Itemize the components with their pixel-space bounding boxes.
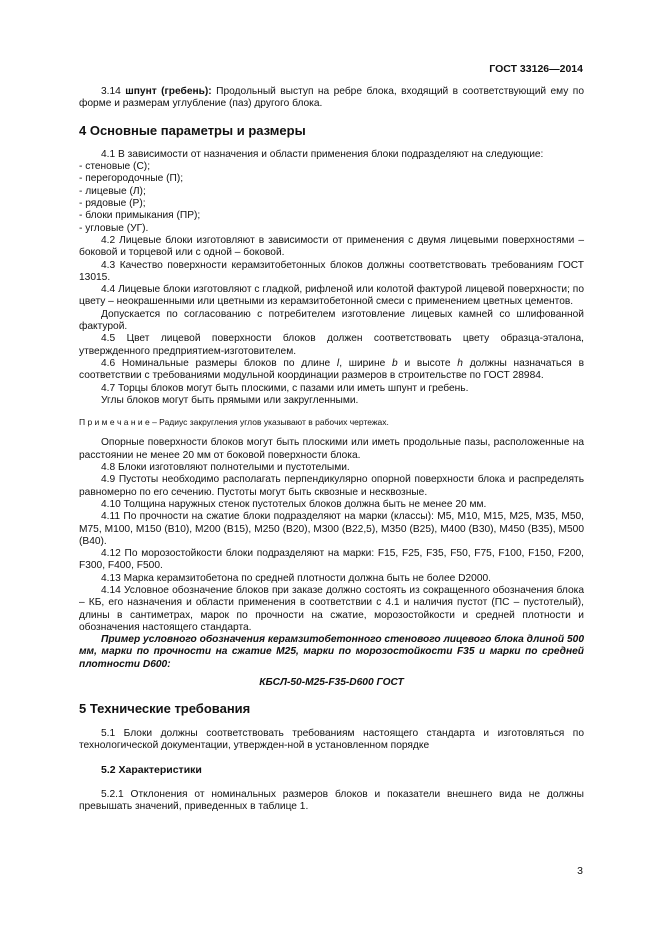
paragraph-5-1: 5.1 Блоки должны соответствовать требованиям настоящего стандарта и изготовляться по технологической документации, утвержден-ной в установленном порядке [79, 727, 584, 751]
text: должны назначаться в соответствии с требованиями модульной координации размеров в строительстве по ГОСТ 28984. [79, 357, 584, 382]
paragraph-4-13: 4.13 Марка керамзитобетона по средней плотности должна быть не более D2000. [101, 572, 492, 584]
symbol-width: b [392, 357, 398, 369]
paragraph-4-1: 4.1 В зависимости от назначения и области применения блоки подразделяют на следующие: [101, 148, 544, 160]
section-5-title: 5 Технические требования [79, 701, 251, 717]
paragraph-4-3: 4.3 Качество поверхности керамзитобетонных блоков должны соответствовать требованиям ГОСТ 13015. [79, 259, 584, 283]
paragraph-5-2-1: 5.2.1 Отклонения от номинальных размеров блоков и показатели внешнего вида не должны превышать значений, приведенных в таблице 1. [79, 788, 584, 812]
document-body [79, 86, 584, 813]
symbol-length: l [336, 357, 340, 369]
list-item: - рядовые (Р); [79, 198, 146, 210]
paragraph-3-14 [79, 86, 584, 111]
paragraph-4-9: 4.9 Пустоты необходимо располагать перпендикулярно опорной поверхности блока и распределять равномерно по его сечению. Пустоты могут быть сквозные и несквозные. [79, 474, 584, 498]
definition: Продольный выступ на ребре блока, входящий в соответствующий ему по форме и размерам углубление (паз) другого блока. [79, 86, 584, 110]
block-types-list [79, 161, 584, 235]
symbol-height: h [457, 357, 463, 369]
subsection-5-2-title: 5.2 Характеристики [101, 764, 202, 777]
list-item: - угловые (УГ). [79, 222, 149, 234]
section-4-title: 4 Основные параметры и размеры [79, 122, 306, 138]
text: 4.6 Номинальные размеры блоков по длине [101, 357, 337, 369]
designation-example: Пример условного обозначения керамзитобетонного стенового лицевого блока длиной 500 мм, марки по прочности на сжатие М25, марки по морозостойкости F35 и марки по средней плотности D600: [79, 634, 584, 670]
designation-code: КБСЛ-50-М25-F35-D600 ГОСТ [259, 677, 404, 689]
list-item: - лицевые (Л); [79, 185, 146, 197]
list-item: - блоки примыкания (ПР); [79, 210, 201, 222]
paragraph-4-6 [79, 358, 584, 383]
text: и высоте [397, 357, 458, 369]
paragraph-4-8: 4.8 Блоки изготовляют полнотелыми и пустотелыми. [101, 462, 350, 474]
page-number: 3 [577, 865, 583, 877]
paragraph-4-7-corners: Углы блоков могут быть прямыми или закругленными. [101, 394, 359, 406]
paragraph-4-2: 4.2 Лицевые блоки изготовляют в зависимости от применения с двумя лицевыми поверхностями – боковой и торцевой или с одной – боковой. [79, 234, 584, 259]
paragraph-4-5: 4.5 Цвет лицевой поверхности блоков должен соответствовать цвету образца-эталона, утвержденного предприятием-изготовителем. [79, 333, 584, 357]
term: шпунт (гребень): [125, 86, 212, 97]
note: П р и м е ч а н и е – Радиус закругления углов указывают в рабочих чертежах. [79, 417, 389, 428]
list-item: - перегородочные (П); [79, 173, 184, 185]
standard-header: ГОСТ 33126—2014 [489, 63, 583, 75]
paragraph-4-7: 4.7 Торцы блоков могут быть плоскими, с пазами или иметь шпунт и гребень. [101, 382, 469, 394]
paragraph-4-4: 4.4 Лицевые блоки изготовляют с гладкой, рифленой или колотой фактурой лицевой поверхности; по цвету – неокрашенными или цветными из керамзитобетонной смеси с применением цветных цементов. [79, 284, 584, 308]
paragraph-support-surfaces: Опорные поверхности блоков могут быть плоскими или иметь продольные пазы, расположенные на расстоянии не менее 20 мм от боковой поверхности блока. [79, 437, 584, 461]
list-item: - стеновые (С); [79, 161, 151, 173]
paragraph-4-14: 4.14 Условное обозначение блоков при заказе должно состоять из сокращенного обозначения блока – КБ, его назначения и области применения в соответствии с 4.1 и наличия пустот (ПС – пустотелый), длины в сантиметрах, марок по прочности на сжатие, морозостойкости и средней плотности и обозначения настоящего стандарта. [79, 584, 584, 633]
paragraph-4-4-note: Допускается по согласованию с потребителем изготовление лицевых камней со шлифованной фактурой. [79, 308, 584, 333]
text: , ширине [339, 357, 393, 369]
paragraph-4-11: 4.11 По прочности на сжатие блоки подразделяют на марки (классы): М5, М10, М15, М25, М35, М50, М75, М100, М150 (В10), М200 (В15), М250 (В20), М300 (В22,5), М350 (В25), М400 (В30), М450 (В35), М500 (В40). [79, 511, 584, 547]
paragraph-4-12: 4.12 По морозостойкости блоки подразделяют на марки: F15, F25, F35, F50, F75, F100, F150, F200, F300, F400, F500. [79, 548, 584, 572]
paragraph-4-10: 4.10 Толщина наружных стенок пустотелых блоков должна быть не менее 20 мм. [101, 498, 487, 510]
clause-number: 3.14 [101, 86, 126, 97]
